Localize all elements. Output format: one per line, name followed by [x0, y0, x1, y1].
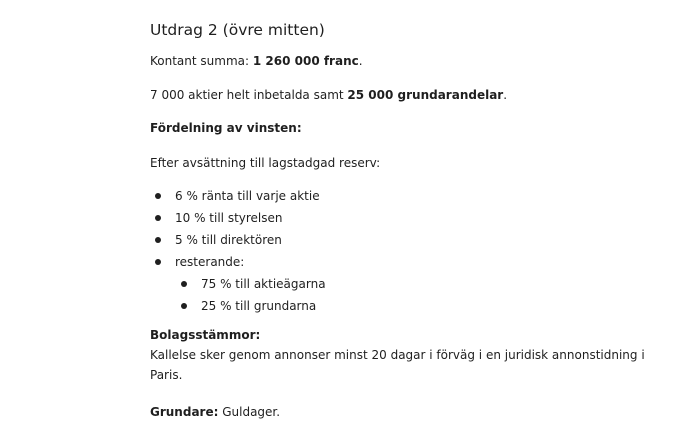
list-item: 75 % till aktieägarna [175, 273, 670, 295]
grundare-label: Grundare: [150, 405, 219, 419]
remainder-list [175, 273, 670, 317]
list-item-remainder [150, 251, 670, 317]
aktier-prefix: 7 000 aktier helt inbetalda samt [150, 88, 348, 102]
grundare-value: Guldager. [218, 405, 281, 419]
efter-avsattning: Efter avsättning till lagstadgad reserv: [150, 156, 381, 170]
kontant-amount: 1 260 000 franc [252, 54, 359, 68]
bolagsstammor-heading [150, 325, 670, 345]
document-content [150, 20, 670, 421]
list-item: 10 % till styrelsen [150, 207, 670, 229]
aktier-suffix: . [503, 88, 508, 102]
distribution-list [150, 185, 670, 317]
aktier-info [150, 86, 670, 104]
distribution-list-wrap [150, 185, 670, 317]
page-title: Utdrag 2 (övre mitten) [150, 21, 325, 39]
grundarandelar-count: 25 000 grundarandelar [347, 88, 504, 102]
kontant-prefix: Kontant summa: [150, 54, 253, 68]
bolagsstammor-heading-text: Bolagsstämmor: [150, 328, 261, 342]
remainder-label: resterande: [175, 255, 245, 269]
list-item: 6 % ränta till varje aktie [150, 185, 670, 207]
kontant-summa [150, 52, 670, 70]
bolagsstammor-text: Kallelse sker genom annonser minst 20 dagar i förväg i en juridisk annonstidning i Paris. [150, 348, 645, 382]
kontant-suffix: . [358, 54, 363, 68]
list-item: 25 % till grundarna [175, 295, 670, 317]
list-item: 5 % till direktören [150, 229, 670, 251]
fordelning-heading-text: Fördelning av vinsten: [150, 121, 302, 135]
grundare-line [150, 403, 670, 421]
fordelning-heading [150, 119, 670, 137]
